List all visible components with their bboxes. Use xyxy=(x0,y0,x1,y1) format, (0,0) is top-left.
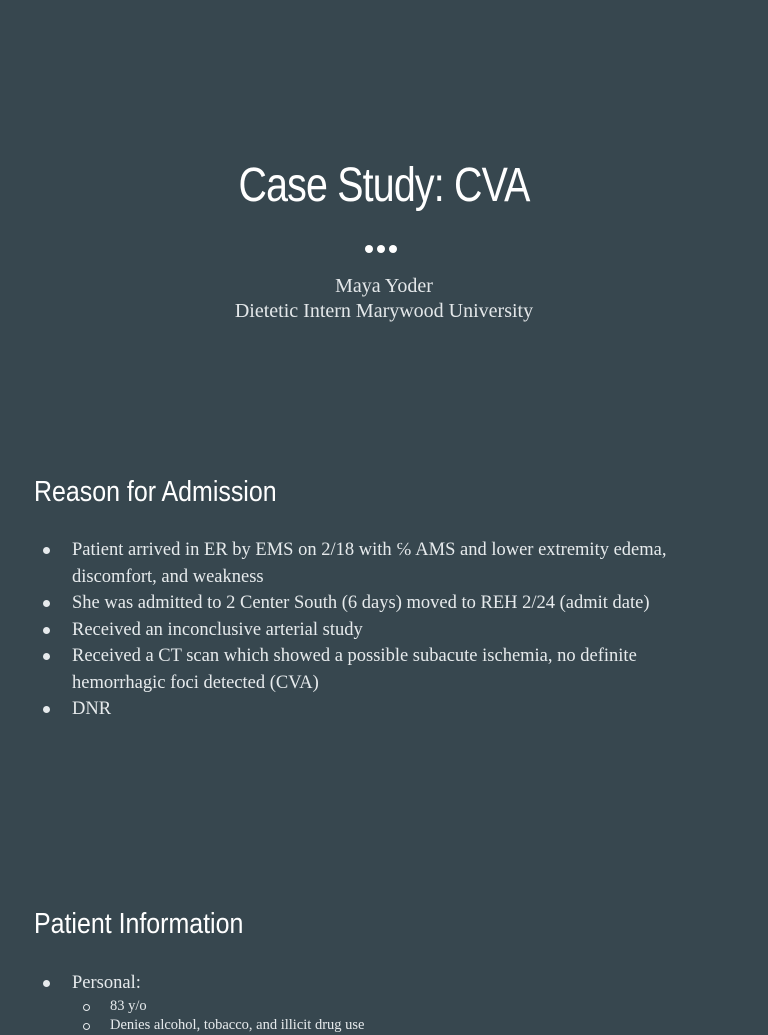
bullet-icon xyxy=(43,600,50,607)
list-item-text: Personal: xyxy=(72,973,141,993)
admission-bullet-list xyxy=(0,537,768,723)
list-item-text: Patient arrived in ER by EMS on 2/18 with ℅ AMS and lower extremity edema, discomfort, and weakness xyxy=(72,540,667,587)
list-item xyxy=(0,643,768,696)
dot-icon xyxy=(377,245,385,253)
list-item xyxy=(0,970,768,997)
author-affiliation: Dietetic Intern Marywood University xyxy=(234,300,534,322)
list-item-text: Received an inconclusive arterial study xyxy=(72,619,363,640)
list-item xyxy=(0,590,768,617)
bullet-icon xyxy=(43,980,50,987)
sub-list-item xyxy=(0,1016,768,1035)
slide-title: Case Study: CVA xyxy=(238,159,530,212)
author-block xyxy=(0,274,768,324)
list-item-text: DNR xyxy=(72,699,112,719)
list-item xyxy=(0,617,768,644)
author-name: Maya Yoder xyxy=(335,275,433,297)
list-item-text: She was admitted to 2 Center South (6 days) moved to REH 2/24 (admit date) xyxy=(72,593,650,613)
dot-icon xyxy=(365,245,373,253)
sub-list-item xyxy=(0,997,768,1016)
sub-list-item-text: Denies alcohol, tobacco, and illicit drug use xyxy=(110,1016,365,1033)
bullet-icon xyxy=(43,706,50,713)
list-item xyxy=(0,696,768,723)
list-item-text: Received a CT scan which showed a possible subacute ischemia, no definite hemorrhagic foci detected (CVA) xyxy=(72,646,637,693)
title-slide xyxy=(0,0,768,432)
bullet-icon xyxy=(43,627,50,634)
dot-icon xyxy=(389,245,397,253)
list-item xyxy=(0,537,768,590)
bullet-icon xyxy=(43,547,50,554)
section-heading-patient-info: Patient Information xyxy=(34,908,244,940)
patient-info-bullet-list xyxy=(0,970,768,1035)
hollow-bullet-icon xyxy=(83,1004,90,1011)
section-heading-admission: Reason for Admission xyxy=(34,476,277,508)
sub-list-item-text: 83 y/o xyxy=(110,997,147,1014)
decorative-dots xyxy=(365,240,401,248)
bullet-icon xyxy=(43,653,50,660)
